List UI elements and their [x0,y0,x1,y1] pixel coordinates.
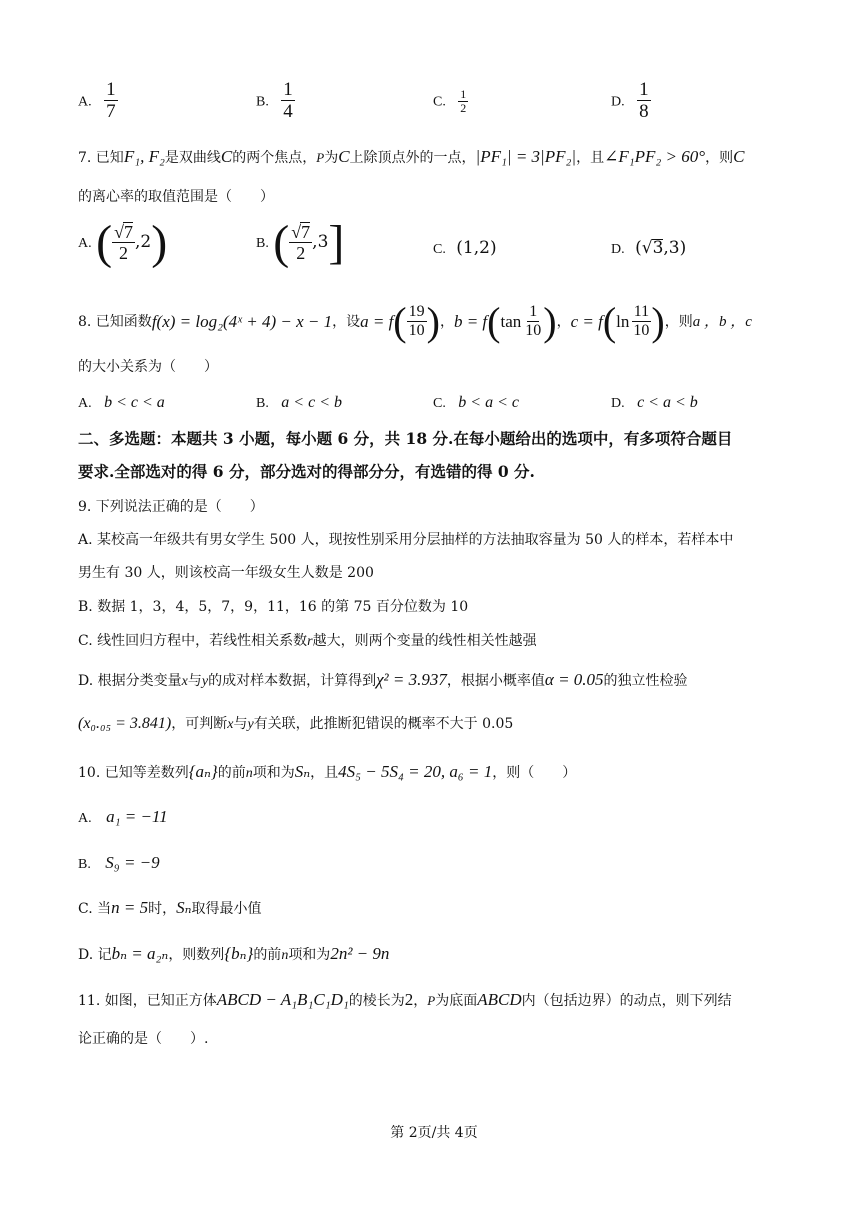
text: 越大，则两个变量的线性相关性越强 [312,633,537,649]
math: F₁, F₂ [123,147,165,166]
q10-option-a [78,807,168,829]
text: 与 [187,673,202,689]
math: y [247,717,254,732]
text: 与 [233,716,248,732]
numerator: 1 [460,87,467,101]
option-label: C. [433,94,446,110]
sqrt-arg: 3 [652,238,664,258]
math: S₉ = −9 [105,853,160,872]
q10-option-d [78,944,389,966]
math: ln [616,312,630,331]
fraction [112,222,135,264]
option-label: C. [433,396,446,411]
option-label: B. [256,94,269,110]
q8-option-c [433,393,519,414]
section-heading-line1: 二、多选题：本题共 3 小题，每小题 6 分，共 18 分.在每小题给出的选项中，有多项符合题目 [78,429,733,448]
numerator: 11 [633,302,650,320]
option-label: A. [78,94,92,110]
math: Sₙ [294,762,311,781]
q7-stem-line2: 的离心率的取值范围是（ ） [78,189,274,205]
q7-option-d [611,238,686,260]
right-paren: ) [426,299,440,344]
fraction [281,80,295,123]
text: ， [413,993,428,1009]
sqrt-arg: 7 [123,222,133,242]
text: C. 线性回归方程中，若线性相关系数 [78,633,308,649]
left-paren: ( [487,299,501,344]
math: ABCD − A₁B₁C₁D₁ [216,990,349,1009]
math: Sₙ [176,898,192,917]
page-footer: 第 2页/共 4页 [390,1125,478,1141]
q9-stem: 9. 下列说法正确的是（ ） [78,499,264,515]
right-paren: ) [543,299,557,344]
text: 时， [148,901,177,917]
math: (√3,3) [635,238,687,258]
math: {bₙ} [224,944,254,963]
numerator: 1 [283,79,293,100]
math: P [316,150,325,165]
denominator: 10 [633,321,650,339]
denominator: 8 [639,100,649,122]
fraction [104,80,118,123]
q6-option-d [611,80,651,123]
numerator: 1 [639,79,649,100]
math: |PF₁| = 3|PF₂| [475,147,577,166]
q11-stem-line1 [78,990,732,1011]
math: n [245,766,253,781]
text: 7. 已知 [78,150,124,166]
math: (x₀.₀₅ = 3.841) [78,715,172,732]
text: 内（包括边界）的动点，则下列结 [521,993,732,1009]
option-label: A. [78,396,92,411]
text: D. 记 [78,947,112,963]
math: y [201,674,209,689]
text: ，且 [310,765,339,781]
right-paren: ] [328,215,345,269]
math: bₙ = a₂ₙ [111,944,169,963]
denominator: 2 [296,242,306,263]
text: 项和为 [288,947,331,963]
text: 取得最小值 [191,901,262,917]
q9-option-d-line1 [78,670,688,692]
numerator: 1 [529,302,538,320]
math: ,2 [134,231,152,252]
text: ，则（ ） [492,765,577,781]
text: 的前 [217,765,246,781]
q8-stem-line2: 的大小关系为（ ） [78,359,218,375]
math: (1,2) [456,238,497,258]
fraction [523,304,543,340]
denominator: 10 [408,321,425,339]
math: n = 5 [111,898,149,917]
math: ,3 [312,231,329,252]
sqrt-arg: 7 [301,222,311,242]
right-paren: ) [651,299,665,344]
math: c = f [570,312,603,331]
math: b < c < a [104,394,165,411]
q6-option-a [78,80,118,123]
option-label: A. [78,235,92,251]
text: ，则 [664,314,693,330]
option-label: A. [78,811,92,826]
math: ,3) [663,238,687,258]
text: 为底面 [435,993,478,1009]
text: 上除顶点外的一点， [349,150,476,166]
math: C [338,147,350,166]
math: 2n² − 9n [330,944,390,963]
q10-option-b [78,853,160,875]
left-paren: ( [602,299,617,344]
math: r [307,634,313,649]
q11-stem-line2: 论正确的是（ ）. [78,1031,209,1047]
text: ，则 [705,150,734,166]
math: n [281,948,289,963]
denominator: 2 [460,100,467,115]
q7-option-c [433,238,497,260]
text: D. 根据分类变量 [78,673,182,689]
text: 10. 已知等差数列 [78,765,189,781]
math: tan [500,312,522,331]
math: f(x) = log₂(4ˣ + 4) − x − 1 [151,312,333,331]
q8-option-d [611,393,698,414]
math: a ，b ，c [692,314,752,330]
math: a < c < b [281,394,342,411]
text: ，根据小概率值 [446,673,545,689]
fraction [289,222,312,264]
math: ( [635,238,642,258]
q8-option-a [78,393,165,414]
math: α = 0.05 [544,670,604,689]
fraction [458,88,468,115]
denominator: 4 [283,100,293,122]
option-label: D. [611,242,625,257]
left-paren: ( [96,215,113,269]
q9-option-a-line1: A. 某校高一年级共有男女学生 500 人，现按性别采用分层抽样的方法抽取容量为 50 人的样本，若样本中 [78,532,734,548]
q10-stem [78,762,576,784]
q8-stem-line1: 8. 已知函数 f(x) = log₂(4ˣ + 4) − x − 1 ，设 a = f ( $\frac{19}{10}$ ) ， b = f ( tan $\frac{1}{10}$ ) ， c = f ( ln $\frac{11}{10}$ ) ，则 a ，b ，c [78,299,752,344]
numerator: √7 [291,222,311,242]
option-label: D. [611,94,625,110]
math: 2 [404,990,414,1009]
math: a = f [360,312,394,331]
math: x [181,674,188,689]
q9-option-d-line2 [78,714,513,735]
text: 的独立性检验 [603,673,688,689]
q9-option-b: B. 数据 1，3，4，5，7，9，11，16 的第 75 百分位数为 10 [78,599,469,615]
math: P [427,993,436,1008]
q7-option-b [256,215,345,269]
text: 的两个焦点， [232,150,317,166]
text: 有关联，此推断犯错误的概率不大于 0.05 [253,716,514,732]
numerator: √7 [114,222,133,242]
text: 的前 [253,947,282,963]
q9-option-c [78,631,537,652]
numerator: 19 [408,302,425,320]
q7-option-a [78,215,168,269]
math: b < a < c [458,394,519,411]
text: 是双曲线 [164,150,221,166]
math: x [227,717,234,732]
left-paren: ( [393,299,407,344]
math: ∠F₁PF₂ > 60° [604,147,706,166]
text: ，且 [576,150,605,166]
q6-option-b [256,80,295,123]
math: 4S₅ − 5S₄ = 20, a₆ = 1 [338,762,493,781]
math: {aₙ} [188,762,218,781]
q9-option-a-line2: 男生有 30 人，则该校高一年级女生人数是 200 [78,565,374,581]
option-label: B. [256,396,269,411]
fraction [631,304,651,340]
option-label: D. [611,396,625,411]
math: c < a < b [637,394,698,411]
denominator: 7 [106,100,116,122]
denominator: 10 [525,321,542,339]
q10-option-c [78,898,262,919]
math: C [220,147,233,166]
text: 的棱长为 [348,993,405,1009]
math: χ² = 3.937 [376,670,447,689]
q7-stem-line1 [78,147,744,168]
text: ，可判断 [171,716,228,732]
fraction [637,80,651,123]
option-label: B. [256,235,269,251]
text: 的成对样本数据，计算得到 [208,673,377,689]
numerator: 1 [106,79,116,100]
section-heading-line2: 要求.全部选对的得 6 分，部分选对的得部分分，有选错的得 0 分. [78,462,535,481]
math: C [733,147,745,166]
math: ABCD [477,990,522,1009]
option-label: B. [78,857,91,872]
math: b = f [453,312,488,331]
text: 为 [324,150,339,166]
text: ，设 [332,314,361,330]
q8-option-b [256,393,342,414]
text: 11. 如图，已知正方体 [78,993,217,1009]
text: C. 当 [78,901,112,917]
fraction [407,304,427,340]
text: ，则数列 [168,947,225,963]
option-label: C. [433,242,446,257]
math: a₁ = −11 [106,807,168,826]
text: 8. 已知函数 [78,314,152,330]
left-paren: ( [273,215,290,269]
right-paren: ) [151,215,168,269]
q6-option-c [433,88,468,115]
text: 项和为 [252,765,295,781]
denominator: 2 [119,242,128,263]
